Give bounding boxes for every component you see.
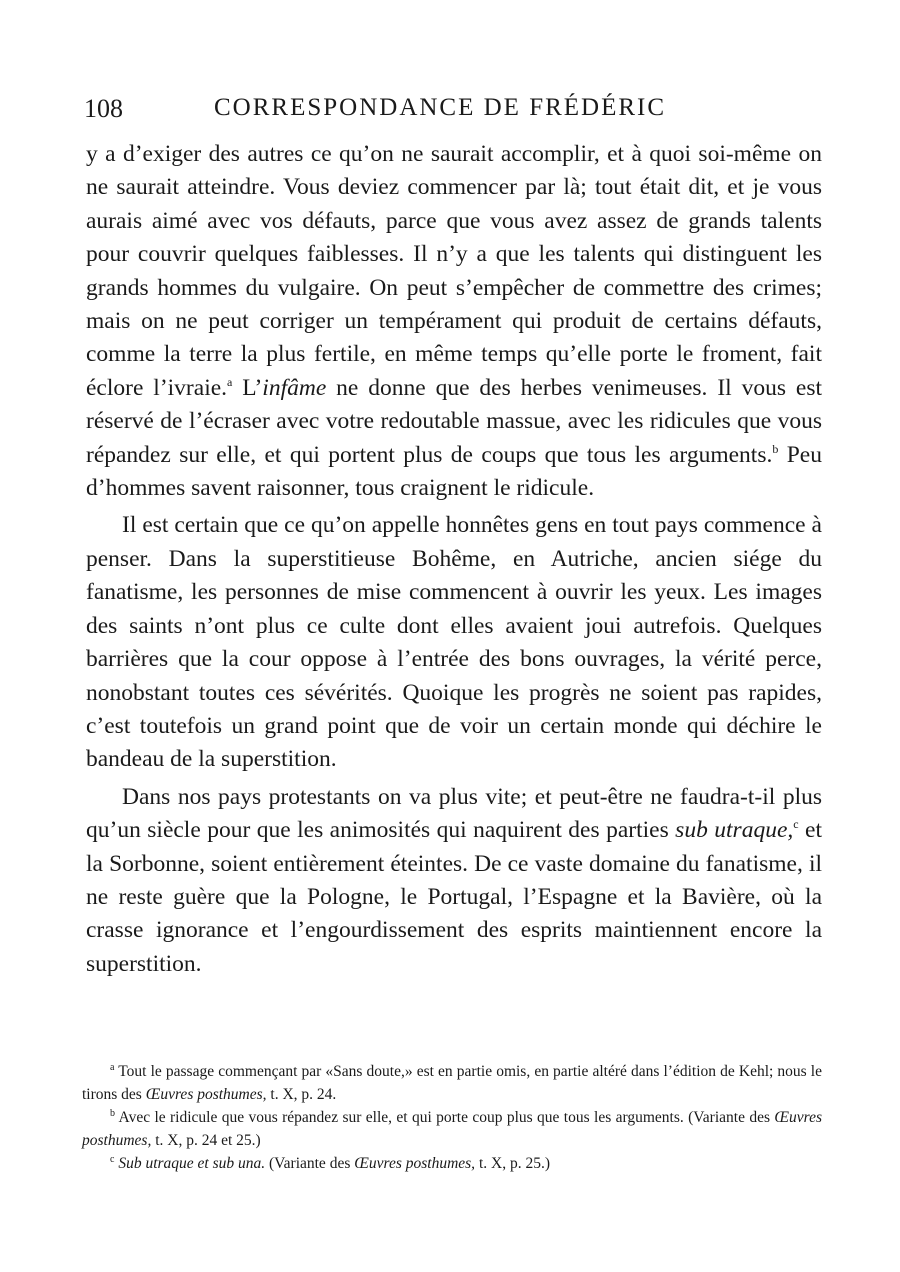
footnote-c: $^c$ Sub utraque et sub una. (Variante des Œuvres posthumes, t. X, p. 25.) <box>110 1154 550 1172</box>
page-number: 108 <box>84 94 123 123</box>
footnotes <box>82 1060 822 1175</box>
footnote-ref-a: a <box>227 374 233 389</box>
italic-term: infâme <box>262 374 327 401</box>
footnote-ref-c: c <box>793 817 799 832</box>
italic-term: sub utraque, <box>675 817 794 844</box>
footnote-a: $^a$ Tout le passage commençant par «Sans doute,» est en partie omis, en partie altéré dans l’édition de Kehl; nous le tirons des Œuvres posthumes, t. X, p. 24. <box>82 1062 822 1103</box>
paragraph-3: Dans nos pays protestants on va plus vite; et peut-être ne faudra-t-il plus qu’un siècle pour que les animosités qui naquirent des parties sub utraque,$^c$ et la Sorbonne, soient entièrement éteintes. De ce vaste domaine du fanatisme, il ne reste guère que la Pologne, le Portugal, l’Espagne et la Bavière, où la crasse ignorance et l’engourdissement des esprits maintiennent encore la superstition. <box>86 783 822 977</box>
paragraph-2: Il est certain que ce qu’on appelle honnêtes gens en tout pays commence à penser. Dans la superstitieuse Bohême, en Autriche, ancien siége du fanatisme, les personnes de mise commencent à ouvrir les yeux. Les images des saints n’ont plus ce culte dont elles avaient joui autrefois. Quelques barrières que la cour oppose à l’entrée des bons ouvrages, la vérité perce, nonobstant toutes ces sévérités. Quoique les progrès ne soient pas rapides, c’est toutefois un grand point que de voir un certain monde qui déchire le bandeau de la superstition. <box>86 512 822 773</box>
paragraph-1: y a d’exiger des autres ce qu’on ne saurait accomplir, et à quoi soi-même on ne saurait atteindre. Vous deviez commencer par là; tout était dit, et je vous aurais aimé avec vos défauts, parce que vous avez assez de grands talents pour couvrir quelques faiblesses. Il n’y a que les talents qui distinguent les grands hommes du vulgaire. On peut s’empêcher de commettre des crimes; mais on ne peut corriger un tempérament qui produit de certains défauts, comme la terre la plus fertile, en même temps qu’elle porte le froment, fait éclore l’ivraie.$^a$ L’infâme ne donne que des herbes venimeuses. Il vous est réservé de l’écraser avec votre redoutable massue, avec les ridicules que vous répandez sur elle, et qui portent plus de coups que tous les arguments.$^b$ Peu d’hommes savent raisonner, tous craignent le ridicule. <box>86 141 822 502</box>
footnote-b: $^b$ Avec le ridicule que vous répandez sur elle, et qui porte coup plus que tous les arguments. (Variante des Œuvres posthumes, t. X, p. 24 et 25.) <box>82 1108 822 1149</box>
page-header <box>84 90 820 130</box>
main-text <box>86 138 822 981</box>
footnote-ref-b: b <box>772 441 779 456</box>
running-title: CORRESPONDANCE DE FRÉDÉRIC <box>214 94 667 121</box>
